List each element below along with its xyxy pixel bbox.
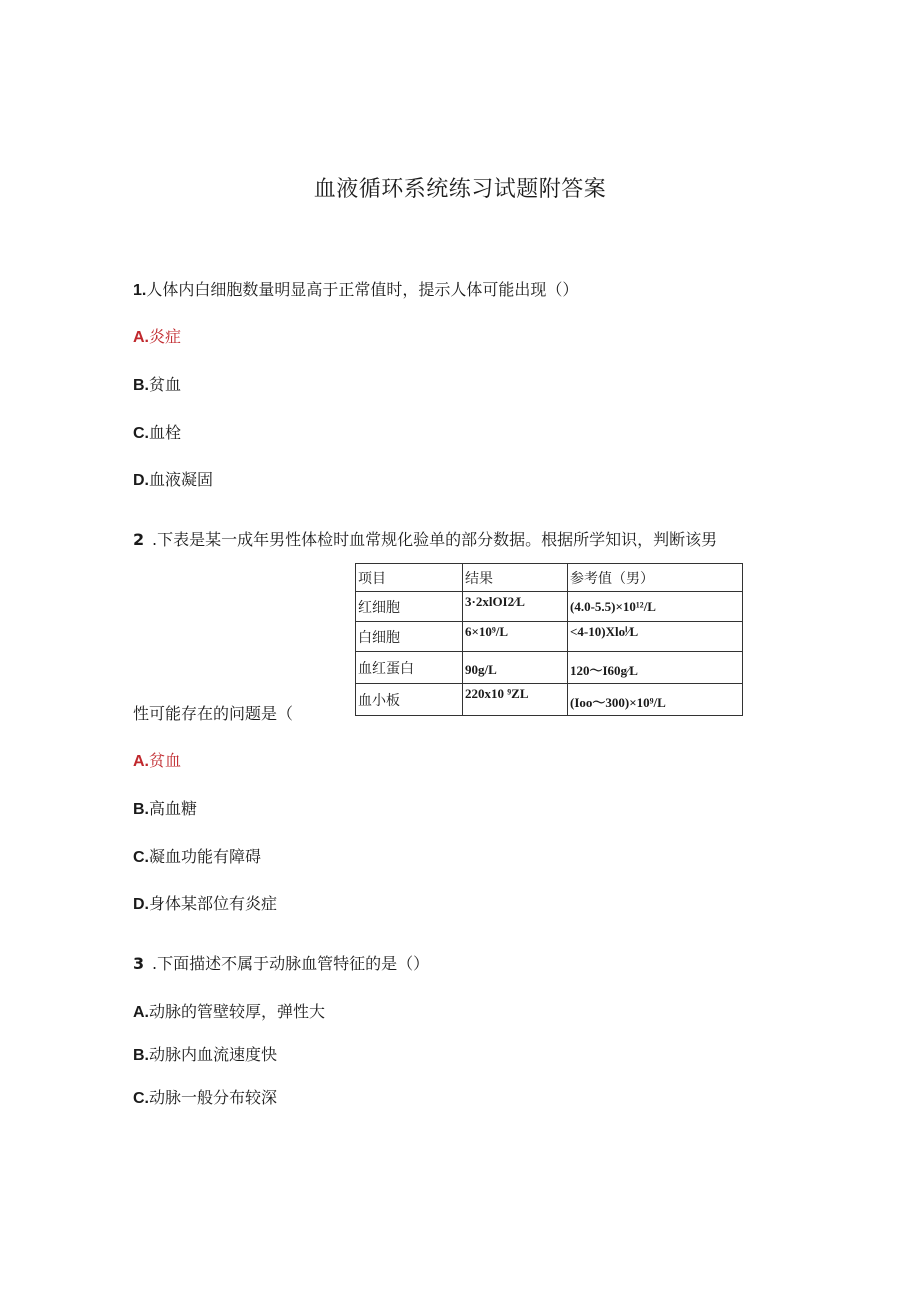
table-cell: 6×10⁹/L — [463, 622, 568, 652]
q2-option-d: D.身体某部位有炎症 — [133, 894, 278, 913]
q2-option-c: C.凝血功能有障碍 — [133, 847, 262, 866]
table-row — [356, 592, 743, 622]
table-cell: 90g/L — [463, 652, 568, 684]
table-cell: <4-10)Xloⁱ∕L — [568, 622, 743, 652]
q1-option-b: B.贫血 — [133, 375, 182, 394]
question-2-text-continued: 性可能存在的问题是（ — [133, 704, 294, 723]
q1-option-a: A.炎症 — [133, 327, 182, 346]
table-cell: 220x10 ⁹ZL — [463, 684, 568, 716]
question-1-stem — [133, 280, 578, 301]
question-3-text: .下面描述不属于动脉血管特征的是（） — [152, 954, 430, 973]
q3-option-a: A.动脉的管壁较厚，弹性大 — [133, 1002, 326, 1021]
table-header-item: 项目 — [356, 564, 463, 592]
table-cell: 120～I60g∕L — [568, 652, 743, 684]
q1-option-c: C.血栓 — [133, 423, 182, 442]
blood-test-table — [355, 563, 743, 716]
table-cell: 3·2xlOI2∕L — [463, 592, 568, 622]
table-cell: 血小板 — [356, 684, 463, 716]
document-title: 血液循环系统练习试题附答案 — [313, 177, 607, 202]
table-header-reference: 参考值（男） — [568, 564, 743, 592]
q3-option-b: B.动脉内血流速度快 — [133, 1045, 278, 1064]
question-1-number: 1. — [133, 282, 147, 299]
table-cell: (4.0-5.5)×10¹²/L — [568, 592, 743, 622]
table-cell: (Ioo～300)×10⁹/L — [568, 684, 743, 716]
table-header-result: 结果 — [463, 564, 568, 592]
q1-option-d: D.血液凝固 — [133, 470, 214, 489]
q3-option-c: C.动脉一般分布较深 — [133, 1088, 278, 1107]
table-cell: 白细胞 — [356, 622, 463, 652]
table-row — [356, 622, 743, 652]
question-3-number: 3 — [133, 954, 145, 973]
table-row — [356, 652, 743, 684]
question-1-text: 人体内白细胞数量明显高于正常值时，提示人体可能出现（） — [146, 280, 579, 299]
table-cell: 血红蛋白 — [356, 652, 463, 684]
q2-option-a: A.贫血 — [133, 751, 182, 770]
question-2-number: 2 — [133, 530, 145, 549]
table-row — [356, 684, 743, 716]
question-2-text: .下表是某一成年男性体检时血常规化验单的部分数据。根据所学知识，判断该男 — [152, 530, 718, 549]
table-header-row — [356, 564, 743, 592]
q2-option-b: B.高血糖 — [133, 799, 198, 818]
table-cell: 红细胞 — [356, 592, 463, 622]
